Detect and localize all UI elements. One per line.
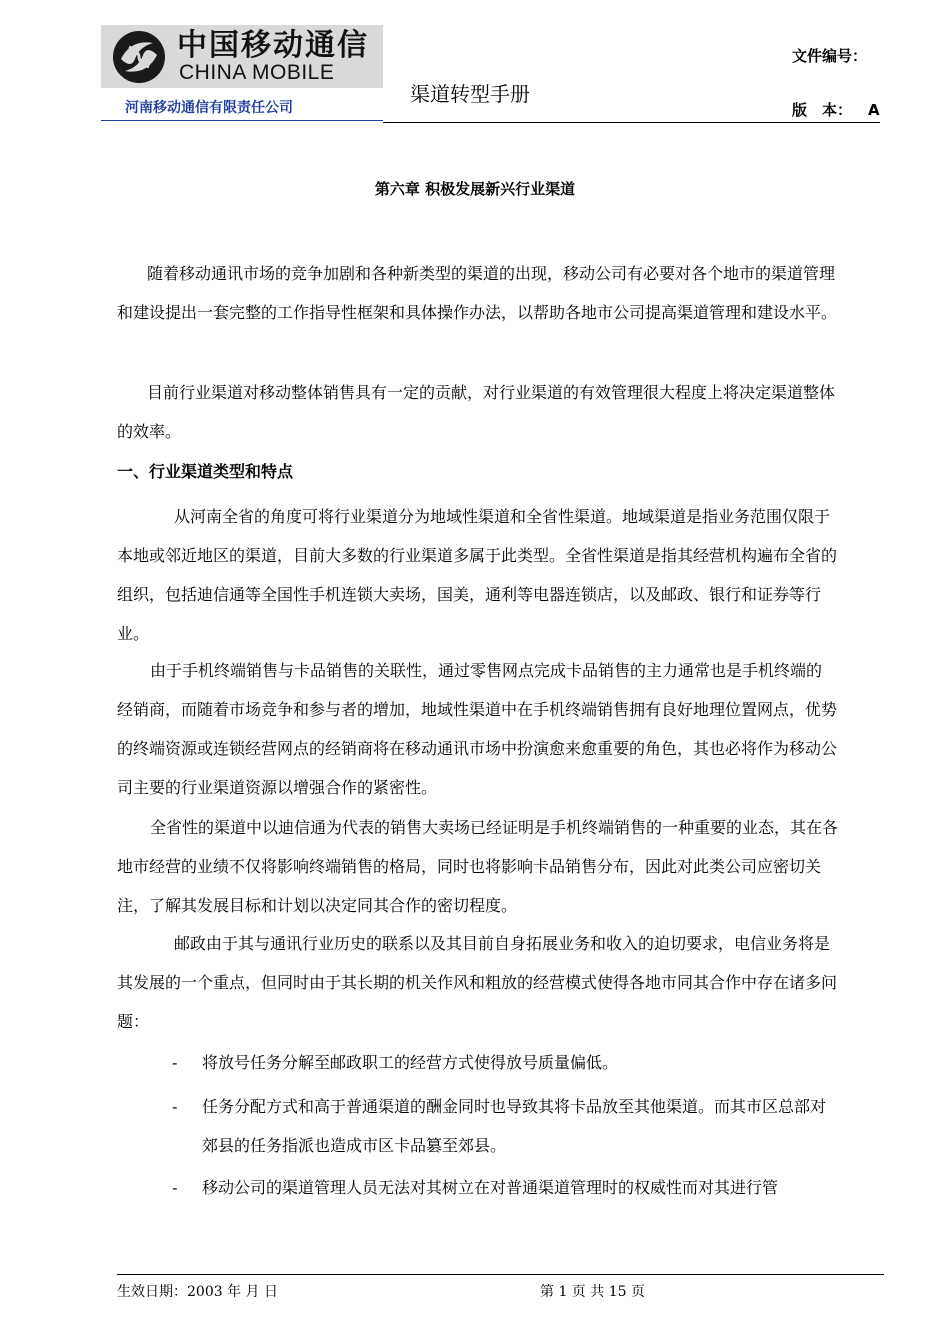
document-title: 渠道转型手册	[410, 82, 530, 106]
company-name-bar	[101, 91, 383, 121]
intro-paragraph: 随着移动通讯市场的竞争加剧和各种新类型的渠道的出现，移动公司有必要对各个地市的渠道管理和建设提出一套完整的工作指导性框架和具体操作办法，以帮助各地市公司提高渠道管理和建设水平。	[117, 264, 838, 322]
body-paragraph: 全省性的渠道中以迪信通为代表的销售大卖场已经证明是手机终端销售的一种重要的业态，其在各地市经营的业绩不仅将影响终端销售的格局，同时也将影响卡品销售分布，因此对此类公司应密切关注，了解其发展目标和计划以决定同其合作的密切程度。	[117, 818, 839, 915]
chapter-title: 第六章 积极发展新兴行业渠道	[374, 180, 576, 198]
section-heading: 一、行业渠道类型和特点	[117, 462, 294, 481]
bullet-item: 将放号任务分解至邮政职工的经营方式使得放号质量偏低。	[202, 1053, 619, 1072]
logo-text-en: CHINA MOBILE	[179, 61, 335, 84]
footer-divider	[117, 1274, 884, 1275]
bullet-item: 任务分配方式和高于普通渠道的酬金同时也导致其将卡品放至其他渠道。而其市区总部对郊县的任务指派也造成市区卡品篡至郊县。	[202, 1097, 827, 1155]
bullet-item: 移动公司的渠道管理人员无法对其树立在对普通渠道管理时的权威性而对其进行管	[202, 1178, 779, 1197]
logo-text-cn: 中国移动通信	[177, 28, 369, 63]
footer-page-number: 第 1 页 共 15 页	[540, 1284, 645, 1300]
version-label: 版 本：	[792, 101, 853, 119]
body-paragraph: 邮政由于其与通讯行业历史的联系以及其目前自身拓展业务和收入的迫切要求，电信业务将是其发展的一个重点，但同时由于其长期的机关作风和粗放的经营模式使得各地市同其合作中存在诸多问题：	[117, 934, 838, 1031]
company-name: 河南移动通信有限责任公司	[125, 100, 293, 116]
logo-block	[101, 25, 383, 88]
bullet-marker: -	[172, 1097, 178, 1116]
body-paragraph: 由于手机终端销售与卡品销售的关联性，通过零售网点完成卡品销售的主力通常也是手机终端的经销商，而随着市场竞争和参与者的增加，地域性渠道中在手机终端销售拥有良好地理位置网点，优势的终端资源或连锁经营网点的经销商将在移动通讯市场中扮演愈来愈重要的角色，其也必将作为移动公司主要的行业渠道资源以增强合作的紧密性。	[117, 661, 838, 797]
china-mobile-logo-icon	[109, 29, 169, 85]
intro-paragraph: 目前行业渠道对移动整体销售具有一定的贡献，对行业渠道的有效管理很大程度上将决定渠道整体的效率。	[117, 383, 836, 441]
file-number-label: 文件编号：	[792, 47, 868, 65]
version-value: A	[868, 101, 880, 119]
body-paragraph: 从河南全省的角度可将行业渠道分为地域性渠道和全省性渠道。地域渠道是指业务范围仅限于本地或邻近地区的渠道，目前大多数的行业渠道多属于此类型。全省性渠道是指其经营机构遍布全省的组织，包括迪信通等全国性手机连锁大卖场，国美，通利等电器连锁店，以及邮政、银行和证券等行业。	[117, 507, 838, 643]
header-divider	[383, 122, 880, 123]
footer-effective-date: 生效日期：2003 年 月 日	[117, 1284, 278, 1300]
version-field	[792, 99, 880, 120]
bullet-marker: -	[172, 1053, 178, 1072]
bullet-marker: -	[172, 1178, 178, 1197]
